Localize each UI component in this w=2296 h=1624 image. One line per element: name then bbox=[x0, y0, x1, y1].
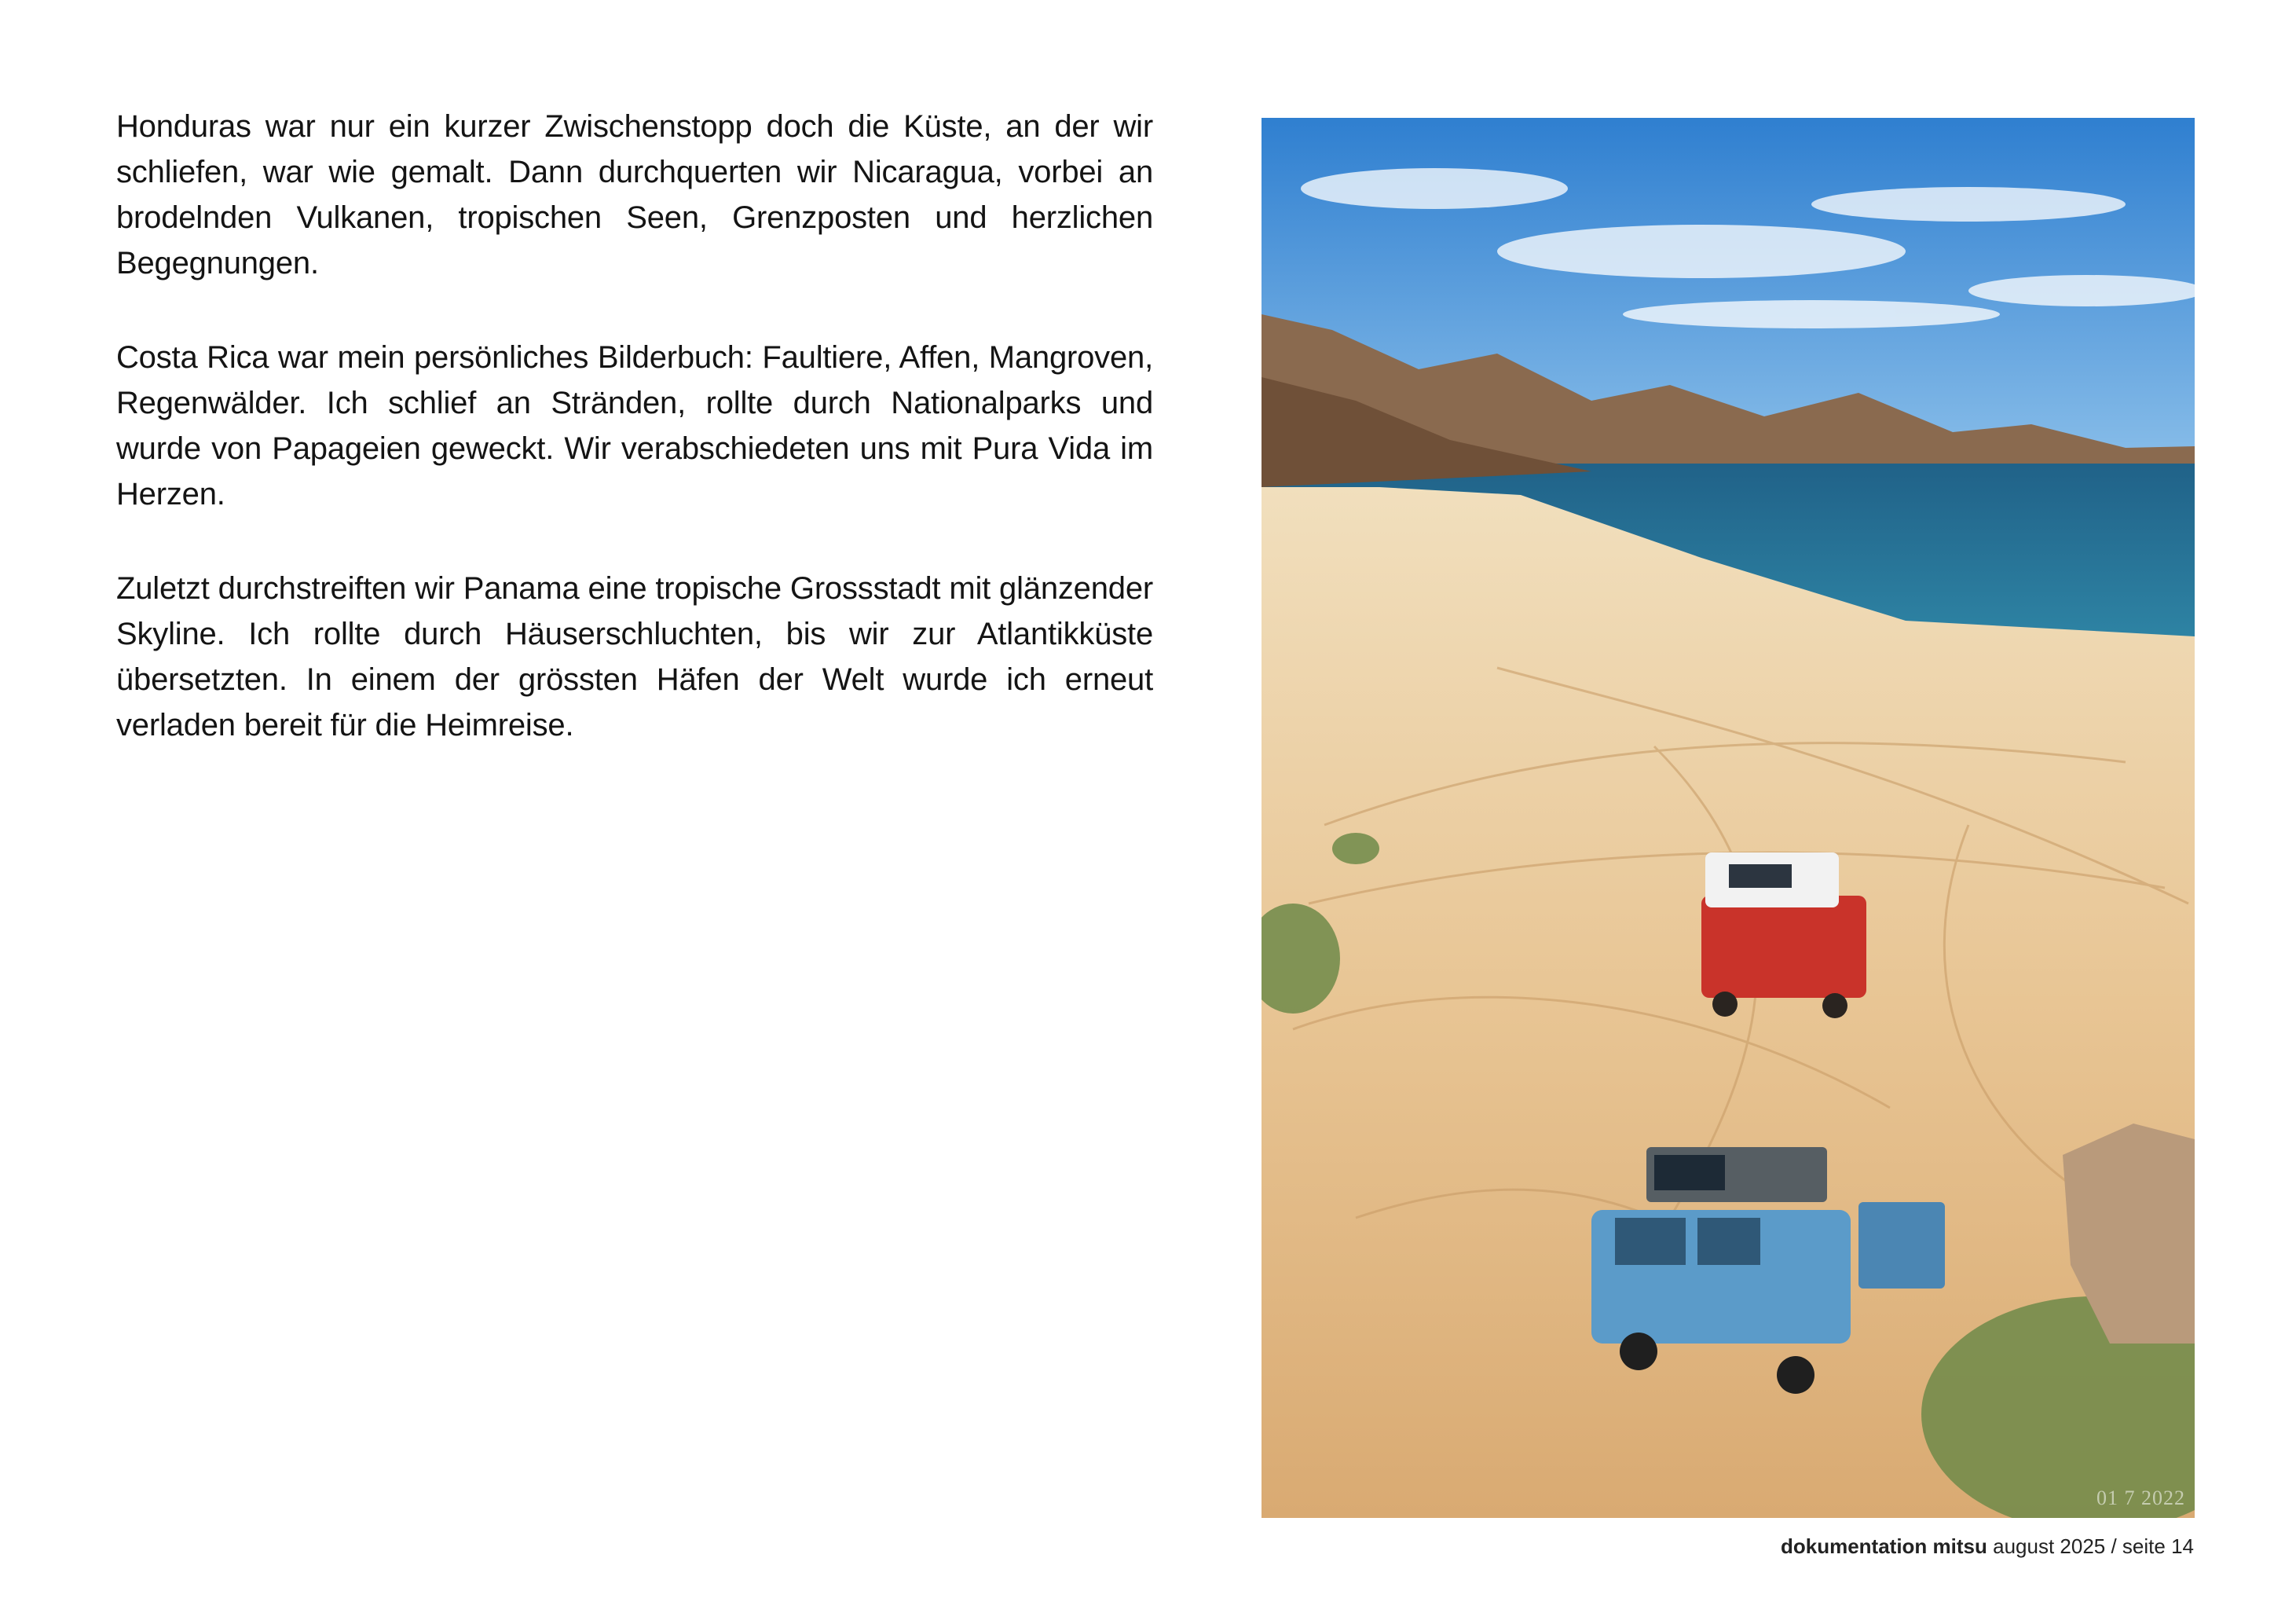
paragraph-costa-rica: Costa Rica war mein persönliches Bilderbuch: Faultiere, Affen, Mangroven, Regenwälder. Ich schlief an Stränden, rollte durch Nationalparks und wurde von Papageien geweckt. Wir verabschiedeten uns mit Pura Vida im Herzen. bbox=[116, 340, 1153, 511]
beach-camper-photo bbox=[1262, 118, 2195, 1518]
footer-date-page: august 2025 / seite 14 bbox=[1993, 1534, 2194, 1558]
paragraph-honduras-nicaragua: Honduras war nur ein kurzer Zwischenstopp doch die Küste, an der wir schliefen, war wie gemalt. Dann durchquerten wir Nicaragua, vorbei an brodelnden Vulkanen, tropischen Seen, Grenzposten und herzlichen Begegnungen. bbox=[116, 109, 1153, 280]
paragraph-panama: Zuletzt durchstreiften wir Panama eine tropische Grossstadt mit glänzender Skyline. Ich rollte durch Häuserschluchten, bis wir zur Atlantikküste übersetzten. In einem der grössten Häfen der Welt wurde ich erneut verladen bereit für die Heimreise. bbox=[116, 571, 1153, 742]
beach-scene-illustration bbox=[1262, 118, 2195, 1518]
text-column bbox=[116, 104, 1153, 797]
photo-date-stamp: 01 7 2022 bbox=[2096, 1487, 2185, 1509]
footer-brand: dokumentation mitsu bbox=[1780, 1534, 1987, 1558]
page-footer bbox=[1781, 1534, 2194, 1559]
